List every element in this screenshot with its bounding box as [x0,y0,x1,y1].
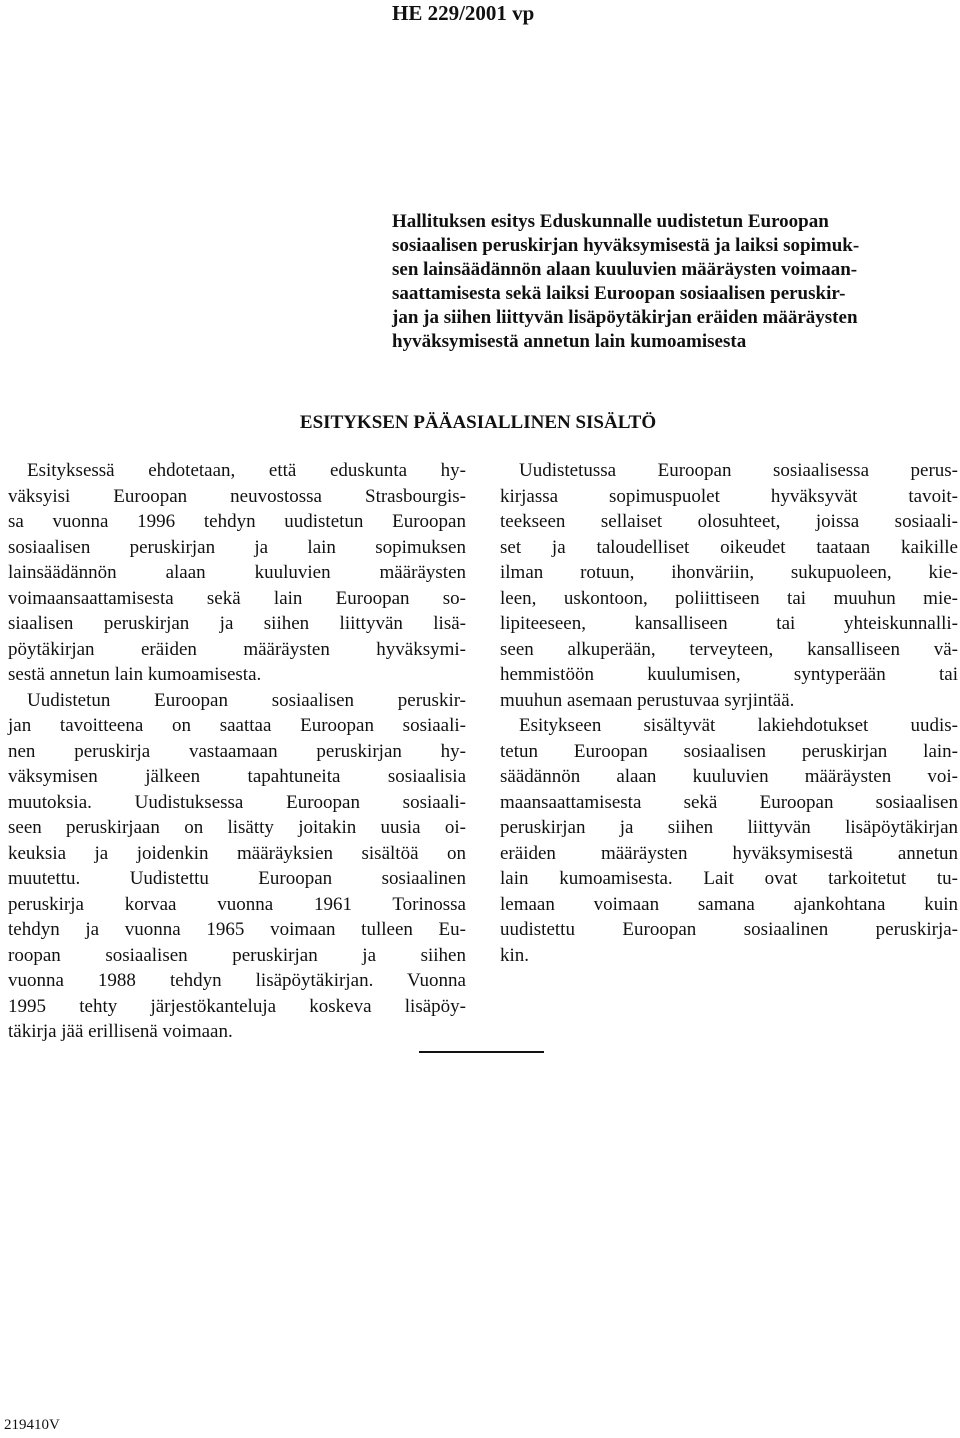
text-line: väksymisen jälkeen tapahtuneita sosiaalisia [8,766,466,787]
text-line: siaalisen peruskirjan ja siihen liittyvän lisä- [8,613,466,634]
text-line: säädännön alaan kuuluvien määräysten voi- [500,766,958,787]
text-line: eräiden määräysten hyväksymisestä annetun [500,842,958,864]
title-line: hyväksymisestä annetun lain kumoamisesta [392,331,747,352]
title-line: saattamisesta sekä laiksi Euroopan sosiaalisen peruskir- [392,283,846,304]
text-line: muutettu. Uudistettu Euroopan sosiaalinen [8,868,466,889]
footer-code: 219410V [4,1417,60,1433]
text-line: leen, uskontoon, poliittiseen tai muuhun mie- [500,587,958,609]
text-line: seen alkuperään, terveyteen, kansalliseen vä- [500,638,958,660]
title-line: Hallituksen esitys Eduskunnalle uudistetun Euroopan [392,211,829,232]
text-line: muuhun asemaan perustuvaa syrjintää. [500,689,795,711]
document-code: HE 229/2001 vp [392,1,535,25]
section-heading [0,411,960,435]
text-line: lainsäädännön alaan kuuluvien määräysten [8,562,466,583]
section-heading-text: ESITYKSEN PÄÄASIALLINEN SISÄLTÖ [299,412,657,433]
text-line: uudistettu Euroopan sosiaalinen peruskirja- [500,919,958,940]
text-line: seen peruskirjaan on lisätty joitakin uusia oi- [8,817,466,838]
title-line: jan ja siihen liittyvän lisäpöytäkirjan eräiden määräysten [392,307,858,328]
text-line: kirjassa sopimuspuolet hyväksyvät tavoit- [500,485,958,507]
text-line: lemaan voimaan samana ajankohtana kuin [500,893,958,915]
text-line: Uudistetun Euroopan sosiaalisen peruskir- [27,689,466,711]
end-rule-divider [419,1051,544,1053]
text-line: hemmistöön kuulumisen, syntyperään tai [500,664,958,685]
text-line: maansaattamisesta sekä Euroopan sosiaalisen [500,791,958,813]
text-line: väksyisi Euroopan neuvostossa Strasbourgis- [8,485,466,507]
text-line: keuksia ja joidenkin määräyksien sisältöä on [8,842,466,864]
text-line: lain kumoamisesta. Lait ovat tarkoitetut tu- [500,868,958,889]
text-line: sestä annetun lain kumoamisesta. [8,664,262,685]
text-line: peruskirja korvaa vuonna 1961 Torinossa [8,893,466,915]
text-line: tetun Euroopan sosiaalisen peruskirjan lain- [500,740,958,762]
text-line: teekseen sellaiset olosuhteet, joissa sosiaali- [500,511,958,532]
text-line: Esityksessä ehdotetaan, että eduskunta hy- [27,460,466,481]
text-line: jan tavoitteena on saattaa Euroopan sosiaali- [8,715,466,736]
text-line: roopan sosiaalisen peruskirjan ja siihen [8,944,466,966]
document-title [392,210,958,354]
text-line: set ja taloudelliset oikeudet taataan kaikille [500,536,958,558]
text-line: pöytäkirjan eräiden määräysten hyväksymi- [8,638,466,660]
title-line: sen lainsäädännön alaan kuuluvien määräysten voimaan- [392,259,858,280]
text-line: täkirja jää erillisenä voimaan. [8,1021,233,1042]
text-line: voimaansaattamisesta sekä lain Euroopan so- [8,587,466,609]
text-line: sa vuonna 1996 tehdyn uudistetun Euroopan [8,511,466,532]
text-line: nen peruskirja vastaamaan peruskirjan hy- [8,740,466,762]
text-line: Uudistetussa Euroopan sosiaalisessa perus- [519,460,958,481]
text-line: kin. [500,944,530,966]
right-column [500,458,958,968]
text-line: peruskirjan ja siihen liittyvän lisäpöytäkirjan [500,817,958,838]
text-line: 1995 tehty järjestökanteluja koskeva lisäpöy- [8,995,466,1017]
title-line: sosiaalisen peruskirjan hyväksymisestä ja laiksi sopimuk- [392,235,860,256]
text-line: Esitykseen sisältyvät lakiehdotukset uudis- [519,715,958,736]
text-line: lipiteeseen, kansalliseen tai yhteiskunnalli- [500,613,958,634]
text-line: sosiaalisen peruskirjan ja lain sopimuksen [8,536,466,558]
text-line: muutoksia. Uudistuksessa Euroopan sosiaali- [8,791,466,813]
left-column [8,458,466,1045]
text-line: ilman rotuun, ihonväriin, sukupuoleen, kie- [500,562,958,583]
text-line: vuonna 1988 tehdyn lisäpöytäkirjan. Vuonna [8,970,466,991]
text-line: tehdyn ja vuonna 1965 voimaan tulleen Eu- [8,919,466,940]
